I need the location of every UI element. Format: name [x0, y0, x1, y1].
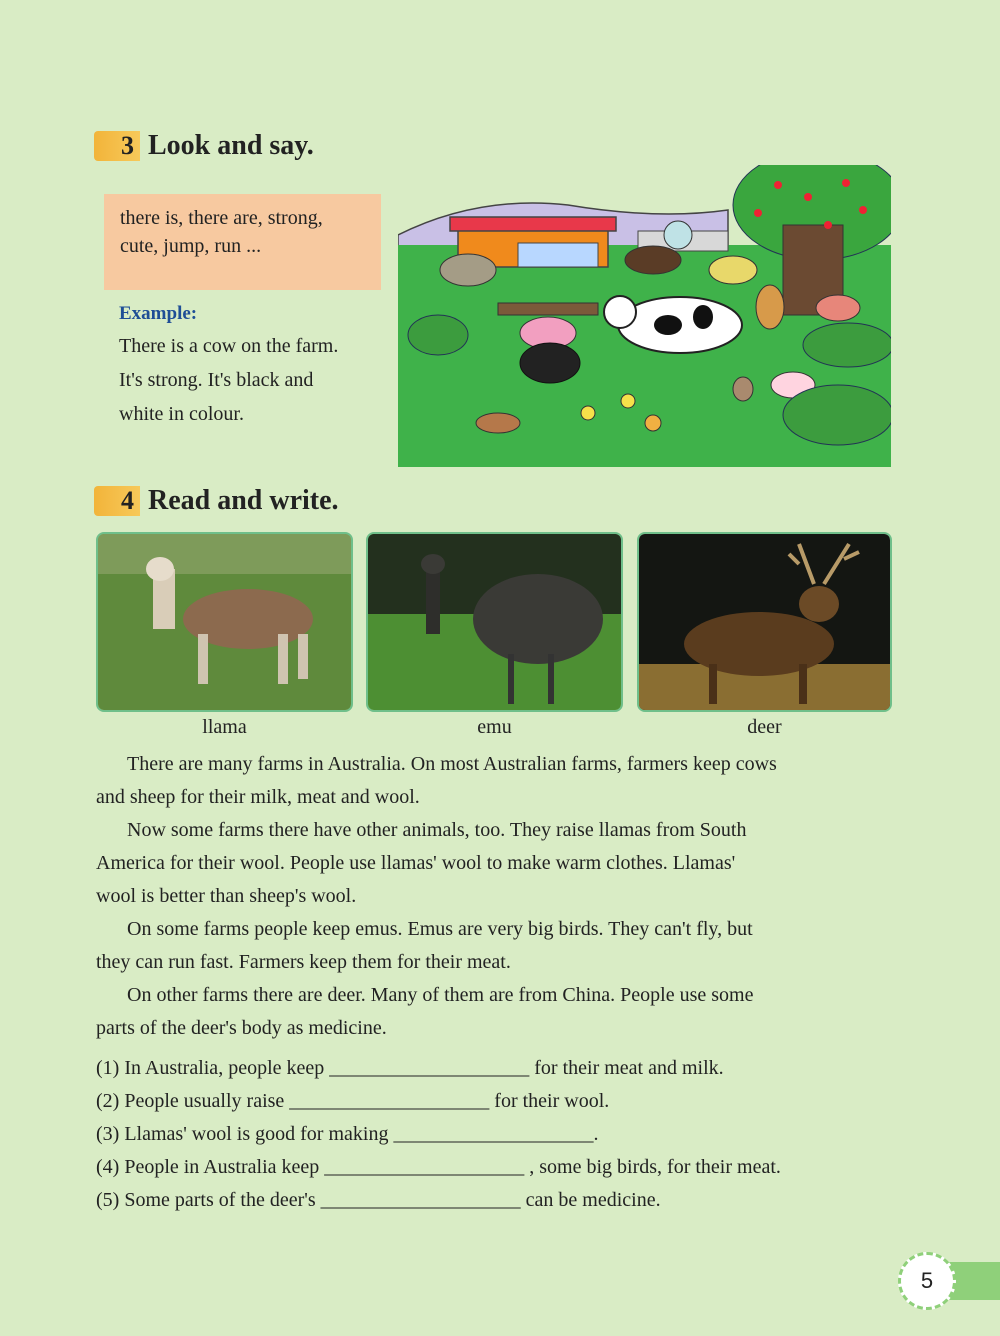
question-item: (3) Llamas' wool is good for making ____________________. [96, 1123, 599, 1145]
passage-line: There are many farms in Australia. On most Australian farms, farmers keep cows [127, 753, 777, 775]
example-block [119, 303, 399, 431]
passage-line: On other farms there are deer. Many of them are from China. People use some [127, 984, 754, 1006]
section-title: Look and say. [148, 130, 314, 161]
question-item: (1) In Australia, people keep ____________________ for their meat and milk. [96, 1057, 724, 1079]
section-3-header [94, 130, 314, 162]
emu-photo [366, 532, 623, 712]
passage-line: On some farms people keep emus. Emus are very big birds. They can't fly, but [127, 918, 753, 940]
word-box-line: there is, there are, strong, [120, 207, 323, 229]
example-line: It's strong. It's black and [119, 369, 314, 391]
reading-passage [96, 748, 896, 1045]
passage-line: and sheep for their milk, meat and wool. [96, 786, 420, 808]
passage-line: America for their wool. People use llamas' wool to make warm clothes. Llamas' [96, 852, 736, 874]
passage-line: parts of the deer's body as medicine. [96, 1017, 387, 1039]
section-number-badge: 4 [94, 486, 140, 516]
question-item: (4) People in Australia keep ____________________ , some big birds, for their meat. [96, 1156, 781, 1178]
photo-caption: deer [747, 716, 782, 738]
section-number-badge: 3 [94, 131, 140, 161]
section-4-header [94, 485, 339, 517]
word-box [104, 194, 381, 290]
example-text [119, 329, 399, 431]
example-label: Example: [119, 303, 198, 324]
paragraph [96, 913, 896, 979]
word-box-line: cute, jump, run ... [120, 235, 262, 257]
llama-photo [96, 532, 353, 712]
question-list [96, 1052, 916, 1217]
question-item: (5) Some parts of the deer's ____________________ can be medicine. [96, 1189, 661, 1211]
passage-line: they can run fast. Farmers keep them for their meat. [96, 951, 511, 973]
section-title: Read and write. [148, 485, 339, 516]
photo-caption: emu [477, 716, 512, 738]
example-line: white in colour. [119, 403, 244, 425]
deer-photo [637, 532, 892, 712]
paragraph [96, 814, 896, 913]
photo-caption: llama [202, 716, 247, 738]
example-line: There is a cow on the farm. [119, 335, 339, 357]
passage-line: wool is better than sheep's wool. [96, 885, 357, 907]
paragraph [96, 748, 896, 814]
farm-illustration [398, 165, 891, 467]
page-number: 5 [898, 1252, 956, 1310]
passage-line: Now some farms there have other animals, too. They raise llamas from South [127, 819, 747, 841]
question-item: (2) People usually raise ____________________ for their wool. [96, 1090, 610, 1112]
paragraph [96, 979, 896, 1045]
